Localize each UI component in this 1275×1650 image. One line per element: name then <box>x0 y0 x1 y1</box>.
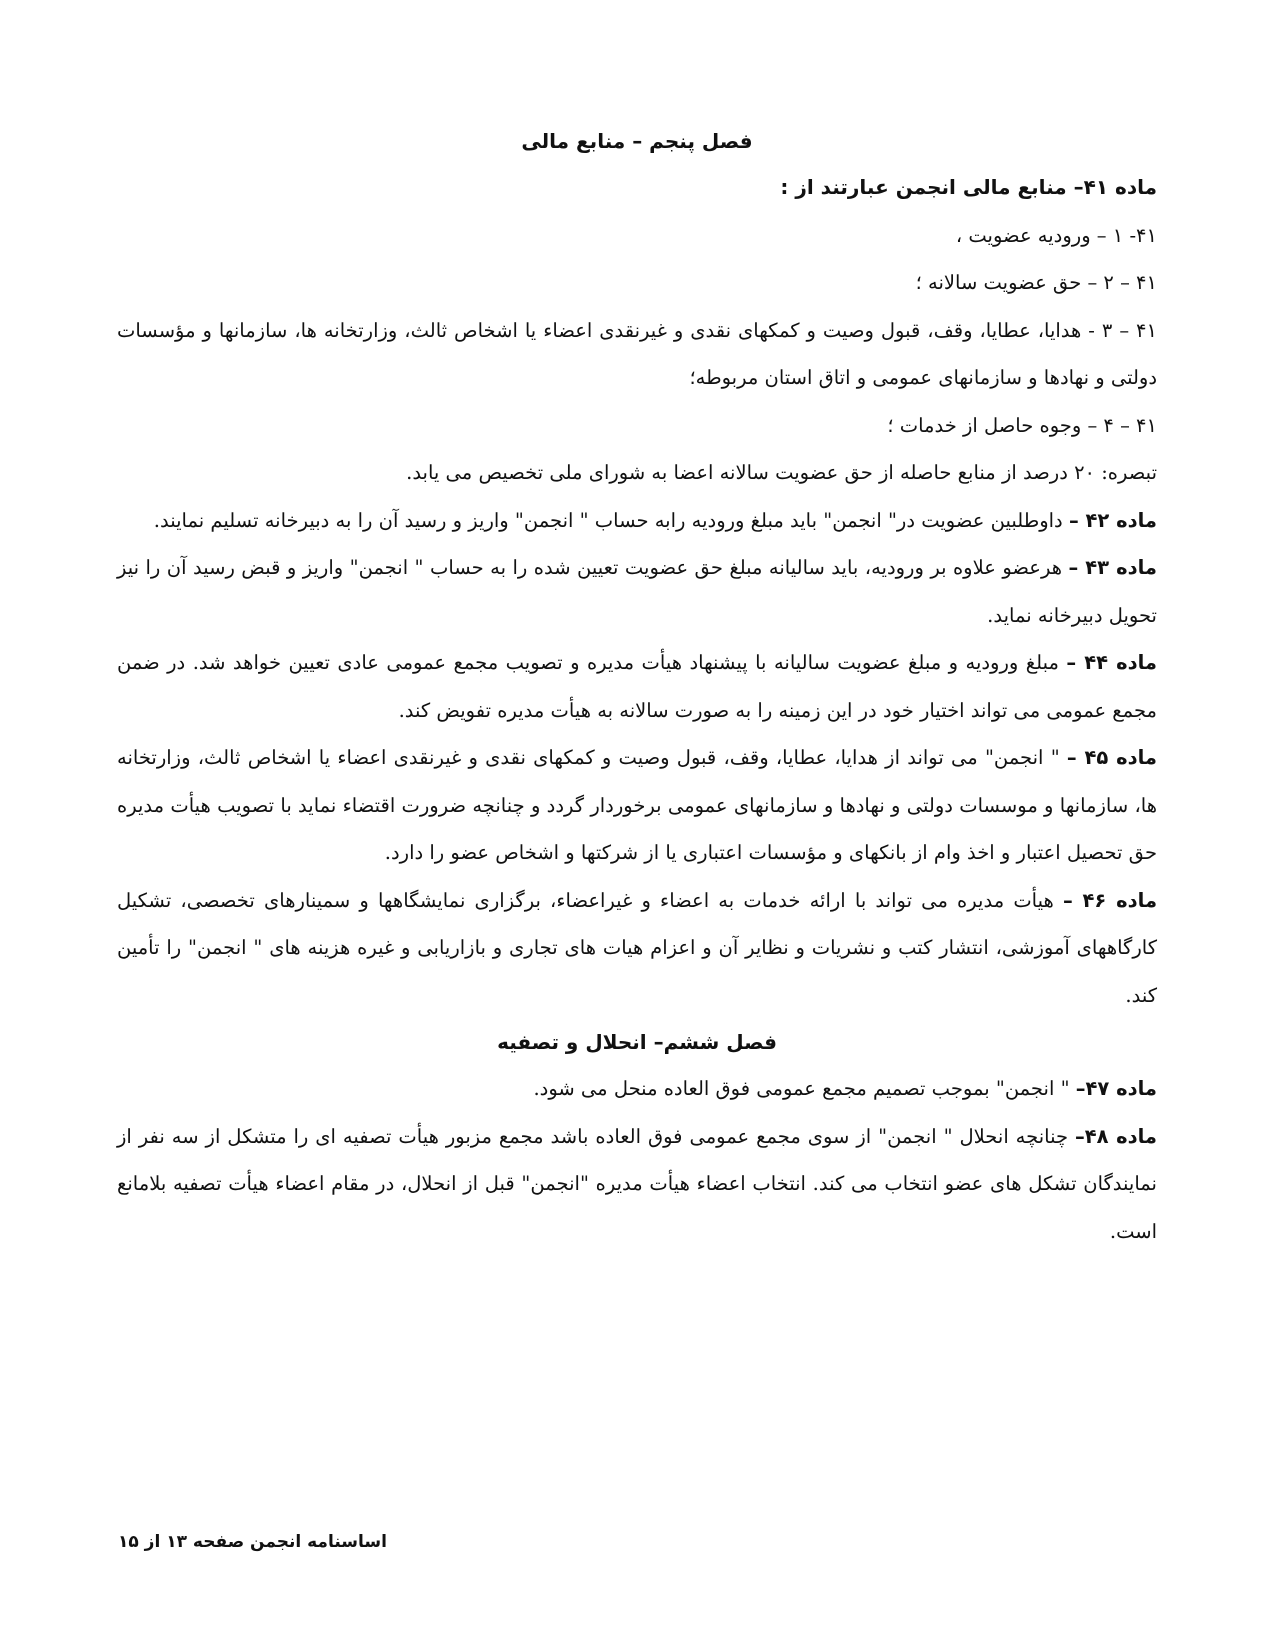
article-47 <box>117 1065 1157 1113</box>
article-41-item-2: ۴۱ – ۲ – حق عضویت سالانه ؛ <box>915 271 1157 294</box>
article-46-text: هیأت مدیره می تواند با ارائه خدمات به اعضاء و غیراعضاء، برگزاری نمایشگاهها و سمینارهای تخصصی، تشکیل کارگاههای آموزشی، انتشار کتب و نشریات و نظایر آن و اعزام هیات های تجاری و بازاریابی و غیره هزینه های " انجمن" را تأمین کند. <box>117 888 1157 1007</box>
chapter-5-title: فصل پنجم – منابع مالی <box>521 129 753 153</box>
page-footer: اساسنامه انجمن صفحه ۱۳ از ۱۵ <box>118 1532 387 1552</box>
article-47-label: ماده ۴۷– <box>1075 1077 1157 1100</box>
article-46-label: ماده ۴۶ – <box>1062 888 1158 912</box>
article-45 <box>117 734 1157 877</box>
article-42-label: ماده ۴۲ – <box>1068 508 1157 532</box>
article-45-label: ماده ۴۵ – <box>1066 746 1157 769</box>
article-42 <box>117 497 1157 545</box>
article-44 <box>117 639 1157 734</box>
article-41-note: تبصره: ۲۰ درصد از منابع حاصله از حق عضویت سالانه اعضا به شورای ملی تخصیص می یابد. <box>406 461 1157 484</box>
article-44-text: مبلغ ورودیه و مبلغ عضویت سالیانه با پیشنهاد هیأت مدیره و تصویب مجمع عمومی عادی تعیین خواهد شد. در ضمن مجمع عمومی می تواند اختیار خود در این زمینه را به صورت سالانه به هیأت مدیره تفویض کند. <box>117 651 1157 722</box>
article-44-label: ماده ۴۴ – <box>1066 651 1157 674</box>
document-body <box>117 118 1157 1255</box>
article-41-item-4: ۴۱ – ۴ – وجوه حاصل از خدمات ؛ <box>887 413 1157 437</box>
article-47-text: " انجمن" بموجب تصمیم مجمع عمومی فوق العاده منحل می شود. <box>533 1077 1076 1100</box>
article-46 <box>117 877 1157 1020</box>
article-48 <box>117 1113 1157 1256</box>
article-43-label: ماده ۴۳ – <box>1068 556 1157 579</box>
article-45-text: " انجمن" می تواند از هدایا، عطایا، وقف، قبول وصیت و کمکهای نقدی و غیرنقدی اعضاء یا اشخاص ثالث، وزارتخانه ها، سازمانها و موسسات دولتی و نهادها و سازمانهای عمومی برخوردار گردد و چنانچه ضرورت اقتضاء نماید با تصویب هیأت مدیره حق تحصیل اعتبار و اخذ وام از بانکهای و مؤسسات اعتباری یا از شرکتها و اشخاص عضو را دارد. <box>117 746 1157 864</box>
article-43 <box>117 544 1157 639</box>
chapter-6-title: فصل ششم– انحلال و تصفیه <box>497 1030 777 1054</box>
article-41-item-3: ۴۱ – ۳ - هدایا، عطایا، وقف، قبول وصیت و کمکهای نقدی و غیرنقدی اعضاء یا اشخاص ثالث، وزارتخانه ها، سازمانها و مؤسسات دولتی و نهادها و سازمانهای عمومی و اتاق استان مربوطه؛ <box>117 318 1157 389</box>
article-41-item-1: ۴۱- ۱ – ورودیه عضویت ، <box>955 223 1157 247</box>
article-41-heading: ماده ۴۱– منابع مالی انجمن عبارتند از : <box>780 175 1157 199</box>
article-42-text: داوطلبین عضویت در" انجمن" باید مبلغ ورودیه رابه حساب " انجمن" واریز و رسید آن را به دبیرخانه تسلیم نمایند. <box>153 508 1069 532</box>
article-43-text: هرعضو علاوه بر ورودیه، باید سالیانه مبلغ حق عضویت تعیین شده را به حساب " انجمن" واریز و قبض رسید آن را نیز تحویل دبیرخانه نماید. <box>117 556 1157 627</box>
article-48-text: چنانچه انحلال " انجمن" از سوی مجمع عمومی فوق العاده باشد مجمع مزبور هیأت تصفیه ای را متشکل از سه نفر از نمایندگان تشکل های عضو انتخاب می کند. انتخاب اعضاء هیأت مدیره "انجمن" قبل از انحلال، در مقام اعضاء هیأت تصفیه بلامانع است. <box>117 1124 1157 1243</box>
article-48-label: ماده ۴۸– <box>1074 1124 1157 1148</box>
